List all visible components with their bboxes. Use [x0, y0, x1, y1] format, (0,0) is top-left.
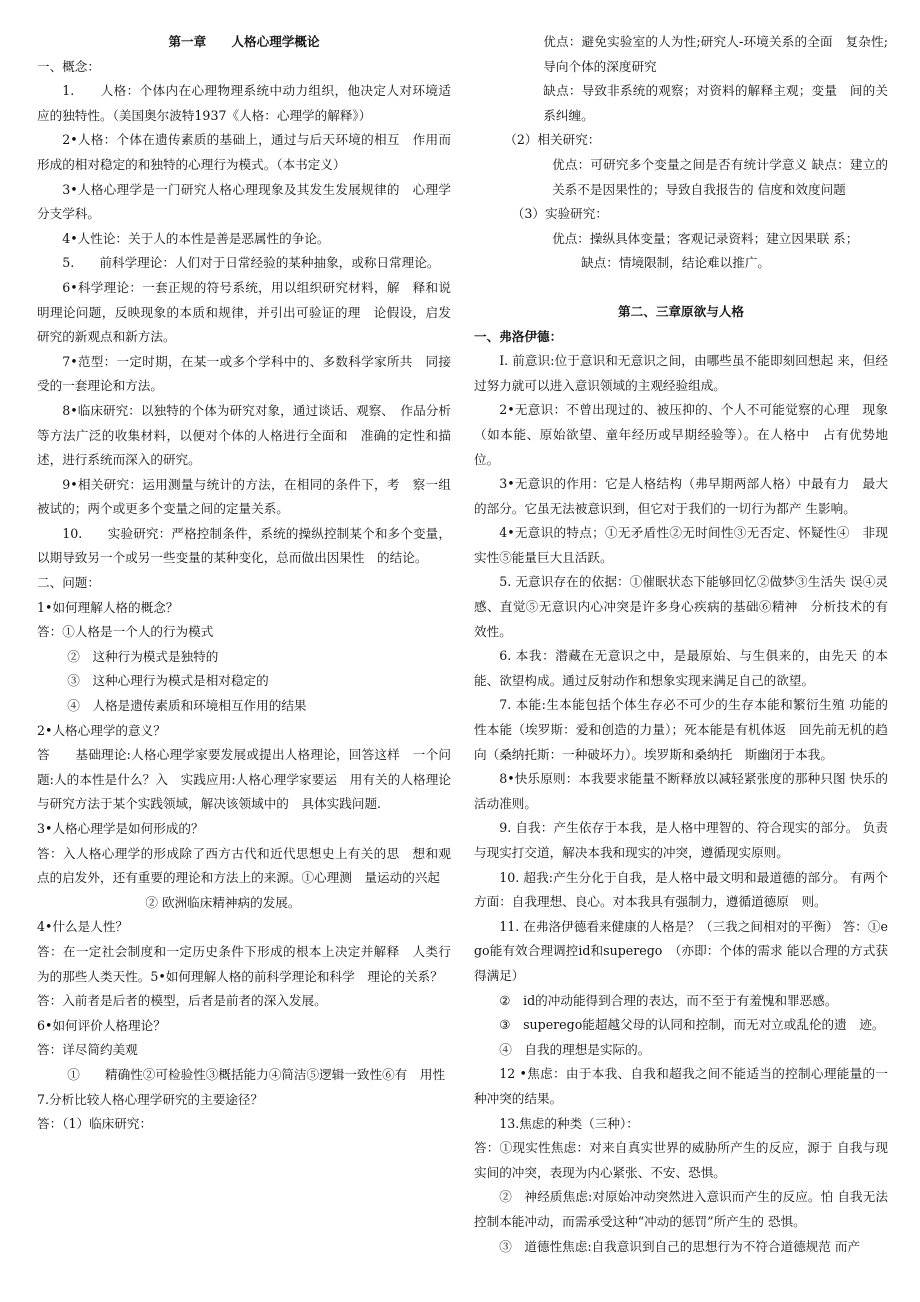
paragraph: 8•快乐原则：本我要求能量不断释放以减轻紧张度的那种只图 快乐的活动准则。 [474, 771, 888, 811]
paragraph: 缺点：导致非系统的观察；对资料的解释主观；变量 间的关系纠缠。 [543, 83, 888, 123]
paragraph: 8•临床研究：以独特的个体为研究对象，通过谈话、观察、 作品分析等方法广泛的收集材料，以便对个体的人格进行全面和 准确的定性和描述，进行系统而深入的研究。 [37, 402, 451, 468]
paragraph: 缺点：情境限制，结论难以推广。 [581, 255, 770, 271]
answer: 答：①人格是一个人的行为模式 [37, 624, 214, 640]
answer-item: ② id的冲动能得到合理的表达，而不至于有羞愧和罪恶感。 [499, 992, 838, 1008]
paragraph: 11. 在弗洛伊德看来健康的人格是？（三我之间相对的平衡） 答：①ego能有效合理调控id和superego （亦即：个体的需求 能以合理的方式获得满足） [474, 918, 888, 983]
answer: 答：（1）临床研究： [37, 1116, 153, 1132]
chapter-title: 第一章 人格心理学概论 [168, 34, 320, 49]
paragraph: 3•无意识的作用：它是人格结构（弗早期两部人格）中最有力 最大的部分。它虽无法被意识到，但它对于我们的一切行为都产 生影响。 [474, 476, 888, 516]
section-heading: 一、概念： [37, 58, 100, 74]
paragraph: 5. 无意识存在的依据：①催眠状态下能够回忆②做梦③生活失 误④灵感、直觉⑤无意识内心冲突是许多身心疾病的基础⑥精神 分析技术的有效性。 [474, 574, 888, 639]
paragraph: 7•范型：一定时期，在某一或多个学科中的、多数科学家所共 同接受的一套理论和方法。 [37, 353, 451, 394]
paragraph: 6•科学理论：一套正规的符号系统，用以组织研究材料，解 释和说明理论问题，反映现象的本质和规律，并引出可验证的理 论假设，启发研究的新观点和新方法。 [37, 279, 451, 345]
paragraph: 3•人格心理学是一门研究人格心理现象及其发生发展规律的 心理学分支学科。 [37, 181, 451, 222]
answer: 答：详尽简约美观 [37, 1042, 138, 1058]
answer: 答：入前者是后者的模型，后者是前者的深入发展。 [37, 993, 327, 1009]
spacer [474, 276, 888, 300]
answer-item: ③ 道德性焦虑:自我意识到自己的思想行为不符合道德规范 而产 [499, 1238, 861, 1254]
left-column [37, 30, 451, 1137]
answer: 答：入人格心理学的形成除了西方古代和近代思想史上有关的思 想和观点的启发外，还有重要的理论和方法上的来源。①心理测 量运动的兴起 [37, 845, 451, 886]
question: 3•人格心理学是如何形成的？ [37, 821, 204, 836]
paragraph: 13.焦虑的种类（三种）： [499, 1115, 639, 1131]
answer-item: ② 欧洲临床精神病的发展。 [145, 894, 301, 910]
paragraph: 6. 本我：潜藏在无意识之中，是最原始、与生俱来的，由先天 的本能、欲望构成。通过反射动作和想象实现来满足自己的欲望。 [474, 648, 888, 688]
paragraph: 9•相关研究：运用测量与统计的方法，在相同的条件下，考 察一组被试的；两个或更多个变量之间的定量关系。 [37, 476, 451, 517]
paragraph: 10. 超我:产生分化于自我，是人格中最文明和最道德的部分。 有两个方面：自我理想、良心。对本我具有强制力，遵循道德原 则。 [474, 869, 888, 910]
paragraph: 优点：避免实验室的人为性;研究人-环境关系的全面 复杂性;导向个体的深度研究 [543, 34, 888, 74]
paragraph: I. 前意识:位于意识和无意识之间，由哪些虽不能即刻回想起 来，但经过努力就可以进入意识领域的主观经验组成。 [474, 353, 888, 393]
answer-item: ④ 人格是遗传素质和环境相互作用的结果 [67, 698, 307, 714]
answer: 答：①现实性焦虑：对来自真实世界的威胁所产生的反应，源于 自我与现实间的冲突，表现为内心紧张、不安、恐惧。 [474, 1140, 888, 1180]
subsection-heading: （2）相关研究： [504, 132, 601, 148]
paragraph: 7. 本能:生本能包括个体生存必不可少的生存本能和繁衍生殖 功能的性本能（埃罗斯：爱和创造的力量）；死本能是有机体返 回先前无机的趋向（桑纳托斯：一种破坏力）。埃罗斯和桑纳托 斯幽闭于本我。 [474, 697, 888, 762]
chapter-title: 第二、三章原欲与人格 [618, 303, 744, 319]
question: 7.分析比较人格心理学研究的主要途径？ [37, 1091, 264, 1107]
answer: 答：在一定社会制度和一定历史条件下形成的根本上决定并解释 人类行为的那些人类天性。5•如何理解人格的前科学理论和科学 理论的关系？ [37, 943, 451, 984]
answer-item: ③ 这种心理行为模式是相对稳定的 [67, 673, 269, 689]
paragraph: 9. 自我：产生依存于本我，是人格中理智的、符合现实的部分。 负责与现实打交道，解决本我和现实的冲突，遵循现实原则。 [474, 820, 888, 860]
subsection-heading: （3）实验研究： [511, 206, 608, 222]
paragraph: 5. 前科学理论：人们对于日常经验的某种抽象，或称日常理论。 [62, 255, 440, 271]
question: 2•人格心理学的意义？ [37, 722, 166, 738]
right-column [474, 30, 888, 1259]
section-heading: 二、问题： [37, 575, 100, 591]
paragraph: 4•无意识的特点；①无矛盾性②无时间性③无否定、怀疑性④ 非现实性⑤能量巨大且活跃。 [474, 525, 888, 565]
question: 1•如何理解人格的概念？ [37, 599, 179, 615]
paragraph: 10. 实验研究：严格控制条件，系统的操纵控制某个和多个变量，以期导致另一个或另一些变量的某种变化，总而做出因果性 的结论。 [37, 525, 451, 566]
paragraph: 优点：操纵具体变量；客观记录资料；建立因果联 系； [552, 230, 859, 246]
paragraph: 优点：可研究多个变量之间是否有统计学意义 缺点：建立的关系不是因果性的；导致自我报告的 信度和效度问题 [552, 156, 888, 197]
answer-item: ③ superego能超越父母的认同和控制，而无对立或乱伦的遗 迹。 [499, 1017, 885, 1033]
answer-item: ① 精确性②可检验性③概括能力④简洁⑤逻辑一致性⑥有 用性 [67, 1066, 446, 1082]
question: 4•什么是人性？ [37, 919, 129, 935]
answer-item: ④ 自我的理想是实际的。 [499, 1041, 651, 1057]
paragraph: 1. 人格：个体内在心理物理系统中动力组织，他决定人对环境适应的独特性。（美国奥尔波特1937《人格：心理学的解释》） [37, 83, 451, 123]
paragraph: 12 •焦虑：由于本我、自我和超我之间不能适当的控制心理能量的一种冲突的结果。 [474, 1066, 888, 1106]
section-heading: 一、弗洛伊德： [474, 328, 563, 344]
question: 6•如何评价人格理论？ [37, 1017, 166, 1033]
paragraph: 4•人性论：关于人的本性是善是恶属性的争论。 [62, 230, 330, 246]
answer: 答 基础理论:人格心理学家要发展或提出人格理论，回答这样 一个问题:人的本性是什么？入 实践应用:人格心理学家要运 用有关的人格理论与研究方法于某个实践领域，解决该领域中的 具体实践问题. [37, 747, 451, 812]
paragraph: 2•人格：个体在遗传素质的基础上，通过与后天环境的相互 作用而形成的相对稳定的和独特的心理行为模式。（本书定义） [37, 132, 451, 172]
answer-item: ② 这种行为模式是独特的 [67, 648, 219, 664]
answer-item: ② 神经质焦虑:对原始冲动突然进入意识而产生的反应。怕 自我无法控制本能冲动，而需承受这种“冲动的惩罚”所产生的 恐惧。 [474, 1189, 888, 1229]
paragraph: 2•无意识：不曾出现过的、被压抑的、个人不可能觉察的心理 现象（如本能、原始欲望、童年经历或早期经验等）。在人格中 占有优势地位。 [474, 402, 888, 467]
